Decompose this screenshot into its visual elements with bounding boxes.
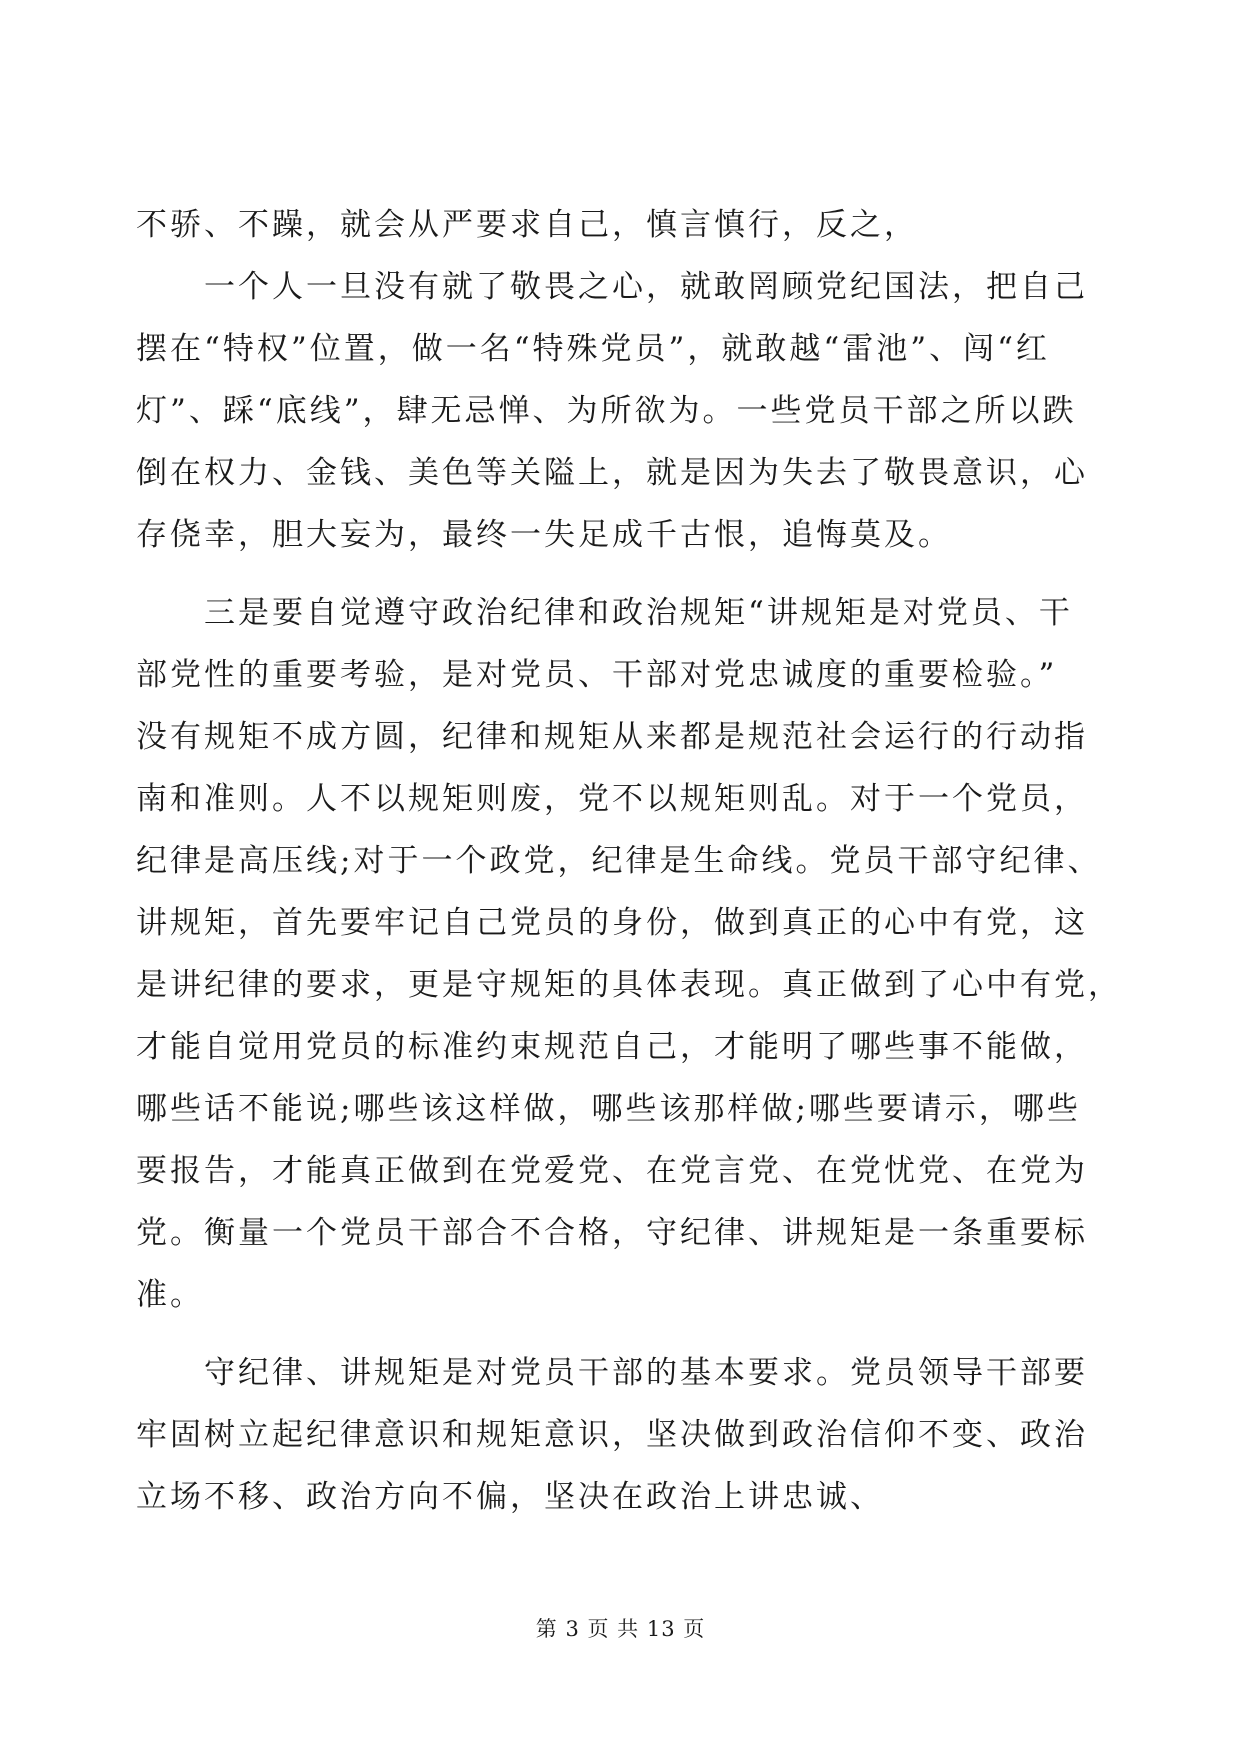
text-line: 守纪律、讲规矩是对党员干部的基本要求。党员领导干部要 [136,1355,1088,1391]
text-line: 立场不移、政治方向不偏，坚决在政治上讲忠诚、 [136,1479,884,1515]
document-body [136,194,1122,1528]
text-line: 倒在权力、金钱、美色等关隘上，就是因为失去了敬畏意识，心 [136,455,1088,491]
page-number-footer: 第 3 页 共 13 页 [535,1617,706,1641]
text-line: 没有规矩不成方圆，纪律和规矩从来都是规范社会运行的行动指 [136,719,1088,755]
text-line: 是讲纪律的要求，更是守规矩的具体表现。真正做到了心中有党， [136,967,1122,1003]
text-line: 纪律是高压线;对于一个政党，纪律是生命线。党员干部守纪律、 [136,843,1102,879]
text-line: 三是要自觉遵守政治纪律和政治规矩“讲规矩是对党员、干 [136,595,1073,631]
text-line: 南和准则。人不以规矩则废，党不以规矩则乱。对于一个党员， [136,781,1088,817]
paragraph-gap [136,566,1080,582]
text-line: 存侥幸，胆大妄为，最终一失足成千古恨，追悔莫及。 [136,517,952,553]
text-line: 灯”、踩“底线”，肆无忌惮、为所欲为。一些党员干部之所以跌 [136,393,1077,429]
text-line: 讲规矩，首先要牢记自己党员的身份，做到真正的心中有党，这 [136,905,1088,941]
text-line: 要报告，才能真正做到在党爱党、在党言党、在党忧党、在党为 [136,1153,1088,1189]
text-line: 牢固树立起纪律意识和规矩意识，坚决做到政治信仰不变、政治 [136,1417,1088,1453]
text-line: 党。衡量一个党员干部合不合格，守纪律、讲规矩是一条重要标 [136,1215,1088,1251]
text-line: 哪些话不能说;哪些该这样做，哪些该那样做;哪些要请示，哪些 [136,1091,1081,1127]
text-line: 准。 [136,1277,204,1313]
text-line: 一个人一旦没有就了敬畏之心，就敢罔顾党纪国法，把自己 [136,269,1088,305]
text-line: 部党性的重要考验，是对党员、干部对党忠诚度的重要检验。” [136,657,1058,693]
paragraph-gap [136,1326,1080,1342]
text-line: 不骄、不躁，就会从严要求自己，慎言慎行，反之， [136,207,918,243]
text-line: 才能自觉用党员的标准约束规范自己，才能明了哪些事不能做， [136,1029,1088,1065]
text-line: 摆在“特权”位置，做一名“特殊党员”，就敢越“雷池”、闯“红 [136,331,1050,367]
